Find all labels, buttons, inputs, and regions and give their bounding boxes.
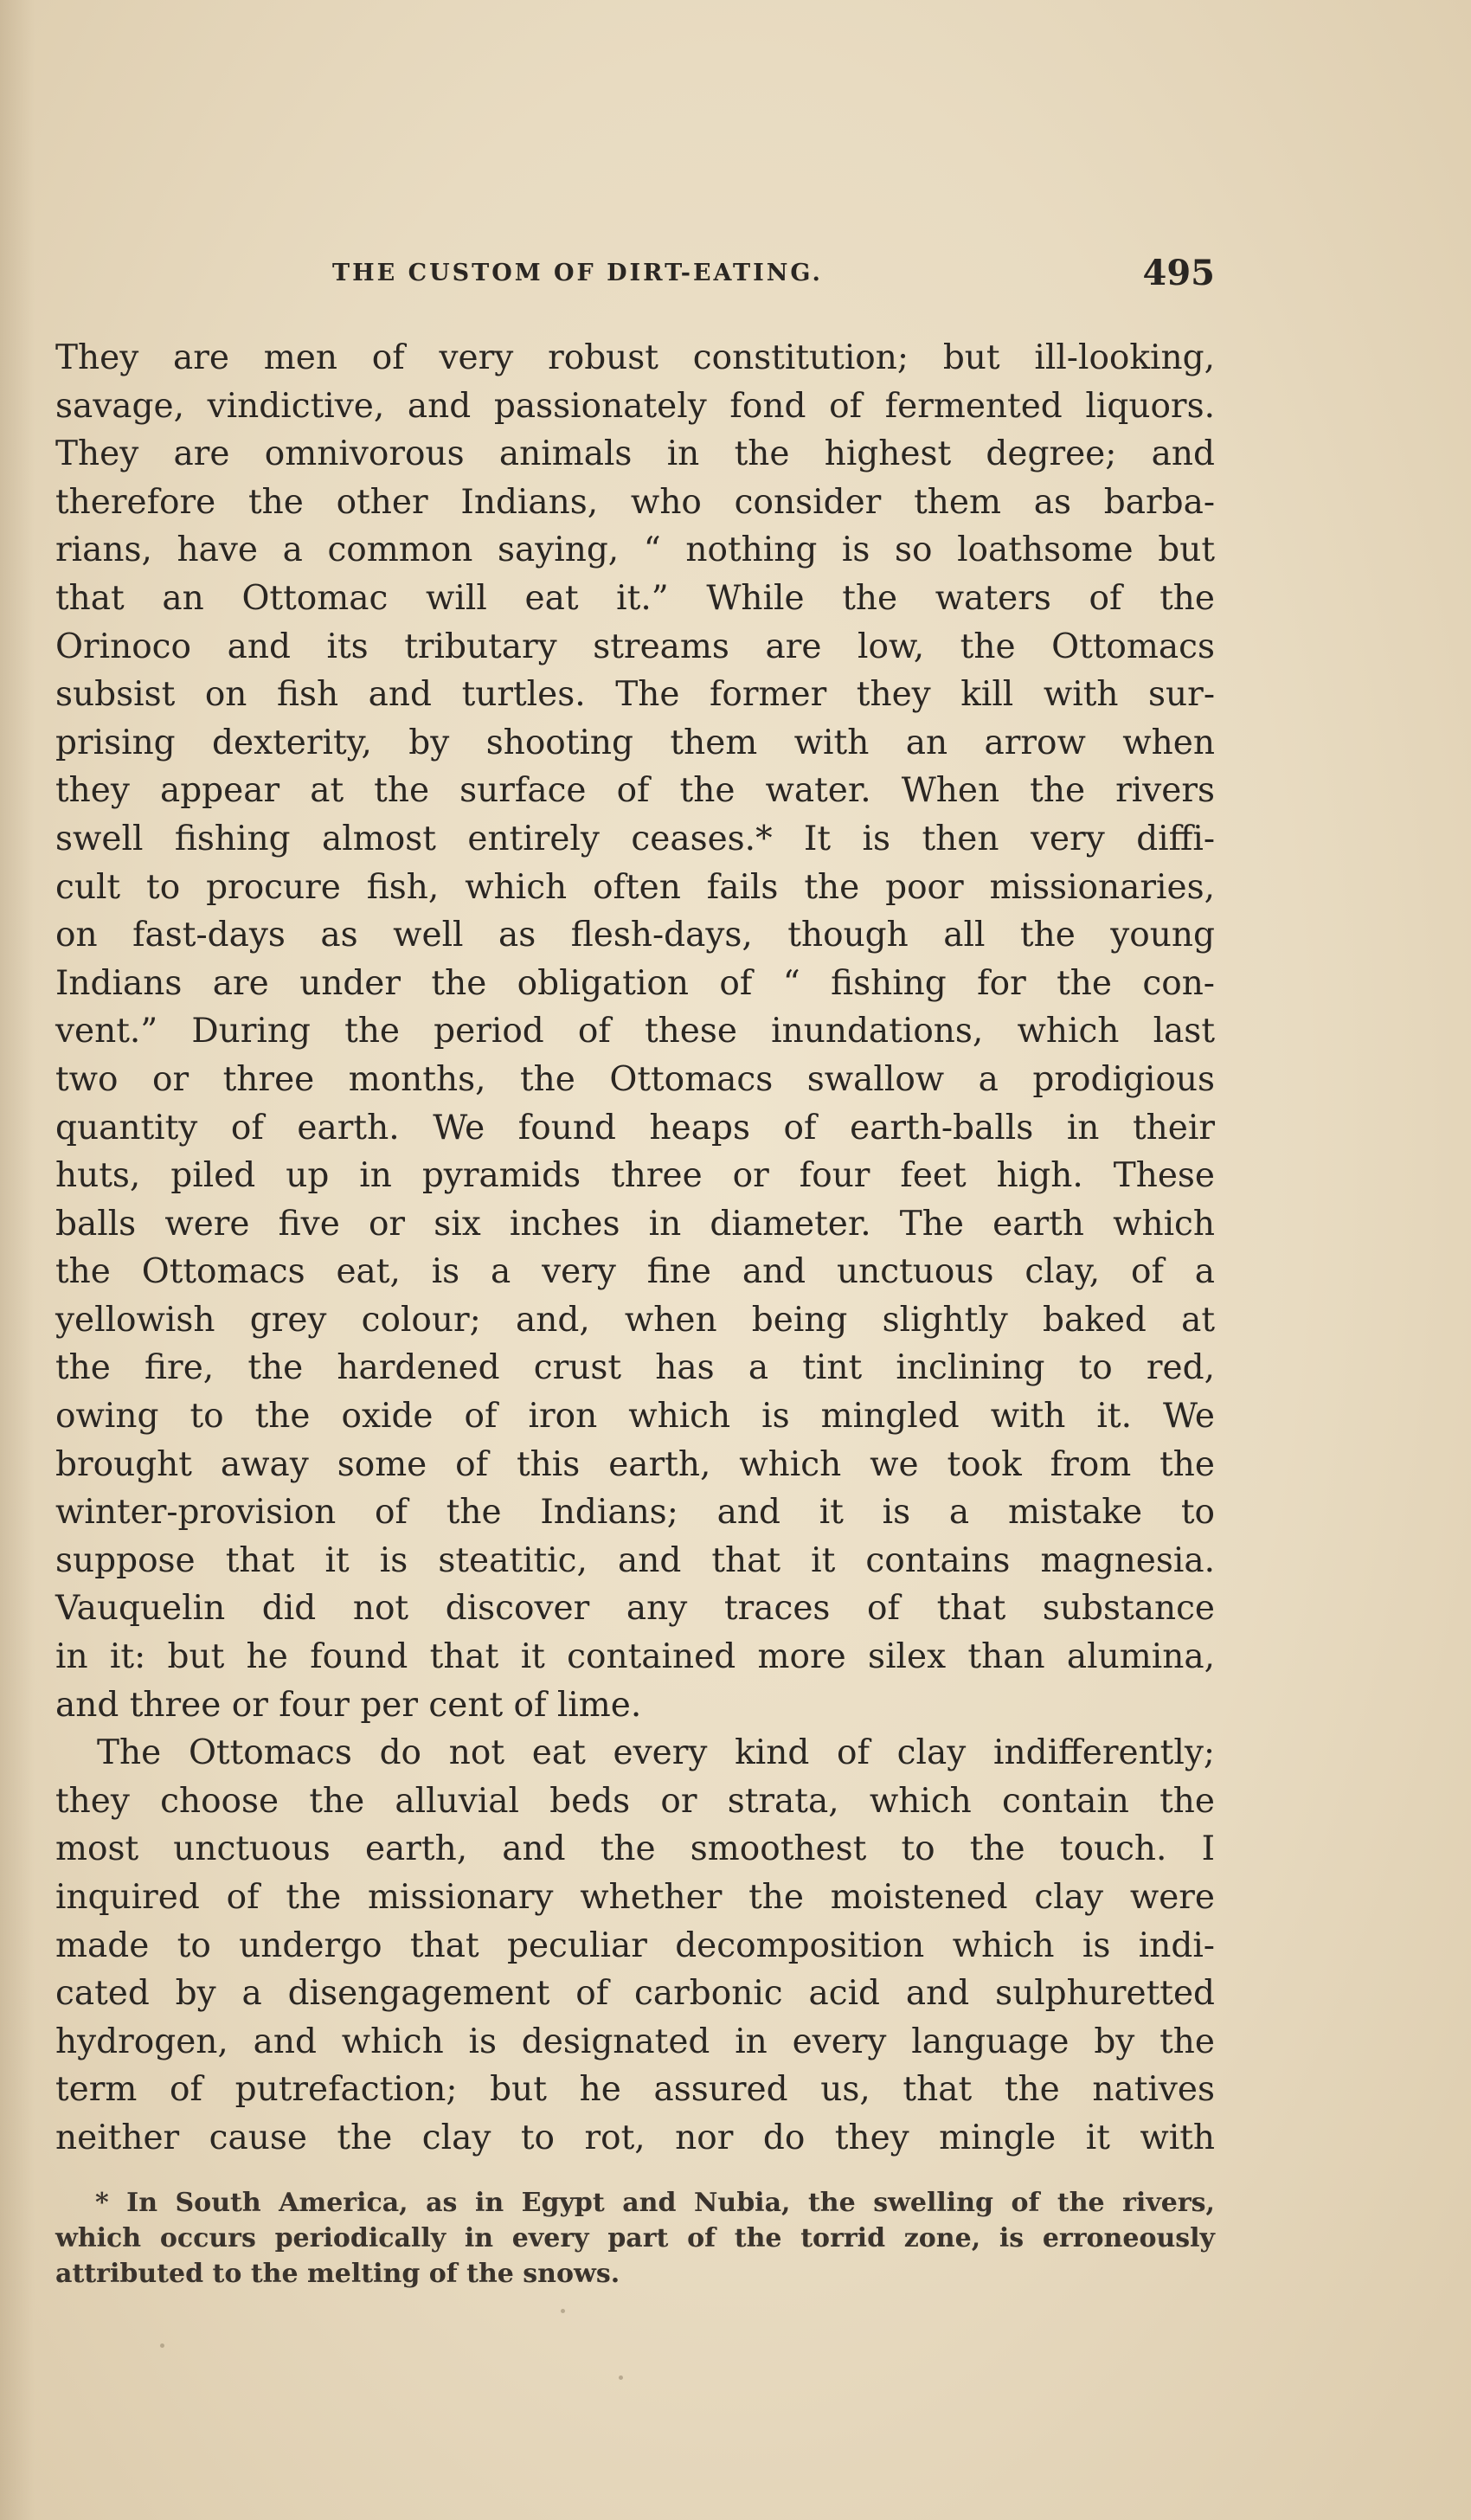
footnote-line: * In South America, as in Egypt and Nubia, the swelling of the rivers,: [95, 2187, 1215, 2218]
body-line: swell fishing almost entirely ceases.* It is then very diffi-: [55, 819, 1215, 858]
body-line: Orinoco and its tributary streams are low, the Ottomacs: [55, 627, 1215, 666]
body-line: most unctuous earth, and the smoothest to the touch. I: [55, 1829, 1215, 1869]
body-line: rians, have a common saying, “ nothing is so loathsome but: [55, 530, 1215, 570]
body-line: inquired of the missionary whether the moistened clay were: [55, 1878, 1215, 1917]
body-line: Indians are under the obligation of “ fishing for the con-: [55, 963, 1215, 1003]
paper-speck: [561, 2309, 565, 2313]
body-line: balls were five or six inches in diameter. The earth which: [55, 1204, 1215, 1244]
body-line: on fast-days as well as flesh-days, though all the young: [55, 916, 1215, 955]
body-line: subsist on fish and turtles. The former they kill with sur-: [55, 675, 1215, 715]
body-line: suppose that it is steatitic, and that it contains magnesia.: [55, 1540, 1215, 1580]
body-line: they choose the alluvial beds or strata, which contain the: [55, 1781, 1215, 1821]
body-paragraphs: [55, 334, 1215, 2163]
body-line: yellowish grey colour; and, when being slightly baked at: [55, 1300, 1215, 1340]
body-line: owing to the oxide of iron which is mingled with it. We: [55, 1397, 1215, 1437]
body-line: quantity of earth. We found heaps of earth-balls in their: [55, 1108, 1215, 1148]
body-line: therefore the other Indians, who consider them as barba-: [55, 482, 1215, 522]
body-line: the Ottomacs eat, is a very fine and unctuous clay, of a: [55, 1252, 1215, 1292]
body-line: savage, vindictive, and passionately fond of fermented liquors.: [55, 386, 1215, 426]
body-line: that an Ottomac will eat it.” While the waters of the: [55, 578, 1215, 618]
body-line: They are omnivorous animals in the highest degree; and: [55, 434, 1215, 474]
body-line: The Ottomacs do not eat every kind of clay indifferently;: [97, 1733, 1215, 1773]
body-line: vent.” During the period of these inundations, which last: [55, 1012, 1215, 1051]
body-line: in it: but he found that it contained more silex than alumina,: [55, 1637, 1215, 1677]
footnote-line: which occurs periodically in every part of the torrid zone, is erroneously: [55, 2222, 1215, 2253]
page-edge-shadow: [0, 0, 35, 2520]
body-line: Vauquelin did not discover any traces of that substance: [55, 1589, 1215, 1629]
paper-speck: [160, 2343, 164, 2348]
body-line: term of putrefaction; but he assured us, that the natives: [55, 2070, 1215, 2110]
body-line: huts, piled up in pyramids three or four feet high. These: [55, 1156, 1215, 1196]
body-line: made to undergo that peculiar decomposition which is indi-: [55, 1925, 1215, 1965]
body-line: prising dexterity, by shooting them with an arrow when: [55, 723, 1215, 762]
body-line: brought away some of this earth, which we took from the: [55, 1444, 1215, 1484]
body-line: two or three months, the Ottomacs swallow a prodigious: [55, 1059, 1215, 1099]
body-line: and three or four per cent of lime.: [55, 1685, 642, 1725]
body-line: cult to procure fish, which often fails the poor missionaries,: [55, 867, 1215, 907]
body-line: winter-provision of the Indians; and it is a mistake to: [55, 1493, 1215, 1533]
footnote: [55, 2185, 1215, 2292]
text-block: [55, 253, 1215, 2292]
body-line: the fire, the hardened crust has a tint inclining to red,: [55, 1348, 1215, 1388]
footnote-line: attributed to the melting of the snows.: [55, 2258, 620, 2289]
body-line: cated by a disengagement of carbonic acid and sulphuretted: [55, 1974, 1215, 2014]
body-line: they appear at the surface of the water. When the rivers: [55, 771, 1215, 811]
page-number: 495: [1142, 253, 1215, 293]
paper-speck: [619, 2375, 623, 2380]
page-header: [55, 253, 1215, 312]
running-title: THE CUSTOM OF DIRT-EATING.: [332, 260, 823, 286]
body-line: hydrogen, and which is designated in every language by the: [55, 2022, 1215, 2061]
body-line: neither cause the clay to rot, nor do they mingle it with: [55, 2118, 1215, 2157]
body-line: They are men of very robust constitution; but ill-looking,: [55, 338, 1215, 377]
